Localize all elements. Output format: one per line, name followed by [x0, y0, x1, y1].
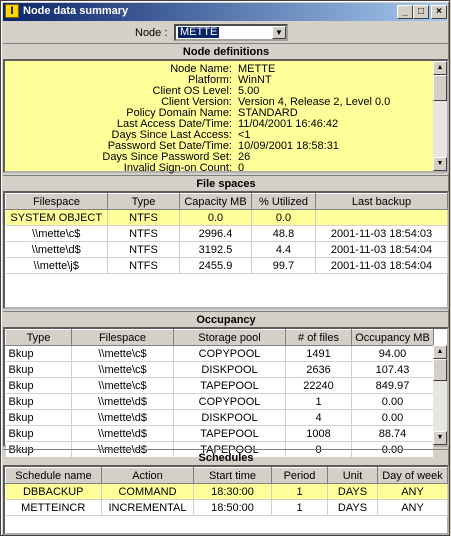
table-cell: 2001-11-03 18:54:04: [316, 242, 448, 258]
column-header[interactable]: % Utilized: [252, 194, 316, 210]
table-cell: 3192.5: [180, 242, 252, 258]
node-definitions-panel: [3, 59, 449, 173]
table-cell: 1008: [286, 426, 352, 442]
node-definitions-header: Node definitions: [3, 43, 449, 59]
table-cell: 2455.9: [180, 258, 252, 274]
table-row[interactable]: [6, 258, 448, 274]
table-cell: 0.00: [352, 442, 434, 458]
column-header[interactable]: Unit: [328, 468, 378, 484]
table-cell: NTFS: [108, 258, 180, 274]
table-cell: \\mette\c$: [72, 378, 174, 394]
definition-value: METTE: [238, 63, 276, 75]
table-cell: 18:50:00: [194, 500, 272, 516]
definition-value: Version 4, Release 2, Level 0.0: [238, 96, 391, 108]
table-row[interactable]: [6, 362, 434, 378]
file-spaces-header-row: [6, 194, 448, 210]
definition-label: Node Name:: [170, 63, 232, 75]
title-bar[interactable]: [3, 3, 447, 21]
definition-label: Platform:: [187, 74, 232, 86]
node-label: Node :: [135, 27, 168, 39]
column-header[interactable]: Filespace: [72, 330, 174, 346]
table-row[interactable]: [6, 346, 434, 362]
schedules-header: Schedules: [3, 449, 449, 465]
table-cell: ANY: [378, 484, 448, 500]
table-cell: Bkup: [6, 410, 72, 426]
table-cell: ANY: [378, 500, 448, 516]
definition-label: Policy Domain Name:: [126, 107, 232, 119]
scroll-down-icon[interactable]: ▼: [433, 157, 447, 171]
occupancy-scrollbar[interactable]: [433, 345, 447, 445]
table-cell: DBBACKUP: [6, 484, 102, 500]
definition-value: 11/04/2001 16:46:42: [238, 118, 339, 130]
table-cell: 2001-11-03 18:54:04: [316, 258, 448, 274]
schedules-panel: [3, 465, 449, 535]
definition-label: Days Since Last Access:: [111, 129, 232, 141]
table-cell: 2996.4: [180, 226, 252, 242]
occupancy-header: Occupancy: [3, 311, 449, 327]
table-cell: \\mette\d$: [72, 442, 174, 458]
scroll-thumb[interactable]: [433, 359, 447, 381]
definition-label: Invalid Sign-on Count:: [123, 162, 232, 174]
table-cell: 1: [286, 394, 352, 410]
table-cell: \\mette\d$: [72, 394, 174, 410]
table-row[interactable]: [6, 426, 434, 442]
table-cell: COPYPOOL: [174, 346, 286, 362]
table-cell: TAPEPOOL: [174, 442, 286, 458]
table-cell: 1: [272, 500, 328, 516]
table-cell: DAYS: [328, 500, 378, 516]
table-cell: \\mette\d$: [72, 410, 174, 426]
table-cell: 0: [286, 442, 352, 458]
table-cell: COPYPOOL: [174, 394, 286, 410]
table-cell: 849.97: [352, 378, 434, 394]
maximize-button[interactable]: □: [413, 5, 429, 19]
definition-value: 26: [238, 151, 251, 163]
definition-value: 5.00: [238, 85, 260, 97]
app-icon: I: [5, 4, 19, 18]
table-row[interactable]: [6, 242, 448, 258]
table-cell: \\mette\j$: [6, 258, 108, 274]
table-cell: DAYS: [328, 484, 378, 500]
definition-label: Client Version:: [161, 96, 232, 108]
scroll-down-icon[interactable]: ▼: [433, 431, 447, 445]
column-header[interactable]: # of files: [286, 330, 352, 346]
scroll-up-icon[interactable]: ▲: [433, 61, 447, 75]
table-cell: Bkup: [6, 346, 72, 362]
definition-value: STANDARD: [238, 107, 298, 119]
definition-label: Password Set Date/Time:: [107, 140, 232, 152]
column-header[interactable]: Type: [6, 330, 72, 346]
table-cell: 1491: [286, 346, 352, 362]
table-row[interactable]: [6, 226, 448, 242]
occupancy-header-row: [6, 330, 434, 346]
node-definitions-list: [5, 61, 447, 174]
table-cell: Bkup: [6, 378, 72, 394]
table-cell: 0.00: [352, 410, 434, 426]
table-cell: 4.4: [252, 242, 316, 258]
table-cell: \\mette\c$: [72, 346, 174, 362]
table-cell: \\mette\c$: [6, 226, 108, 242]
node-selector-row: [1, 23, 451, 43]
file-spaces-panel: [3, 191, 449, 309]
table-cell: \\mette\d$: [72, 426, 174, 442]
node-dropdown[interactable]: [174, 24, 288, 41]
column-header[interactable]: Start time: [194, 468, 272, 484]
file-spaces-table: [5, 193, 448, 274]
table-cell: 18:30:00: [194, 484, 272, 500]
schedules-header-row: [6, 468, 448, 484]
table-cell: TAPEPOOL: [174, 426, 286, 442]
table-row[interactable]: [6, 210, 448, 226]
definition-value: WinNT: [238, 74, 272, 86]
column-header[interactable]: Day of week: [378, 468, 448, 484]
table-cell: DISKPOOL: [174, 362, 286, 378]
table-cell: 2001-11-03 18:54:03: [316, 226, 448, 242]
table-cell: SYSTEM OBJECT: [6, 210, 108, 226]
table-cell: \\mette\c$: [72, 362, 174, 378]
column-header[interactable]: Last backup: [316, 194, 448, 210]
table-cell: 0.0: [180, 210, 252, 226]
table-cell: TAPEPOOL: [174, 378, 286, 394]
table-cell: Bkup: [6, 442, 72, 458]
table-cell: DISKPOOL: [174, 410, 286, 426]
column-header[interactable]: Action: [102, 468, 194, 484]
table-cell: COMMAND: [102, 484, 194, 500]
definition-row: [5, 163, 447, 174]
table-cell: 0.0: [252, 210, 316, 226]
node-dropdown-value: METTE: [180, 26, 218, 38]
table-cell: INCREMENTAL: [102, 500, 194, 516]
column-header[interactable]: Period: [272, 468, 328, 484]
table-cell: Bkup: [6, 426, 72, 442]
column-header[interactable]: Occupancy MB: [352, 330, 434, 346]
table-cell: NTFS: [108, 210, 180, 226]
occupancy-table: [5, 329, 434, 458]
table-cell: 2636: [286, 362, 352, 378]
table-cell: 48.8: [252, 226, 316, 242]
dropdown-arrow-icon[interactable]: ▼: [272, 26, 286, 39]
table-cell: 1: [272, 484, 328, 500]
table-cell: [316, 210, 448, 226]
column-header[interactable]: Filespace: [6, 194, 108, 210]
occupancy-panel: [3, 327, 449, 456]
scroll-up-icon[interactable]: ▲: [433, 345, 447, 359]
column-header[interactable]: Schedule name: [6, 468, 102, 484]
close-button[interactable]: ×: [431, 5, 447, 19]
minimize-button[interactable]: _: [397, 5, 413, 19]
table-cell: 22240: [286, 378, 352, 394]
definition-label: Client OS Level:: [152, 85, 232, 97]
table-cell: 94.00: [352, 346, 434, 362]
table-cell: METTEINCR: [6, 500, 102, 516]
table-cell: NTFS: [108, 242, 180, 258]
table-row[interactable]: [6, 500, 448, 516]
table-cell: 88.74: [352, 426, 434, 442]
definition-value: <1: [238, 129, 251, 141]
table-cell: 99.7: [252, 258, 316, 274]
table-row[interactable]: [6, 378, 434, 394]
definition-label: Days Since Password Set:: [102, 151, 232, 163]
table-row[interactable]: [6, 394, 434, 410]
column-header[interactable]: Storage pool: [174, 330, 286, 346]
table-row[interactable]: [6, 410, 434, 426]
definition-value: 10/09/2001 18:58:31: [238, 140, 339, 152]
window-title: Node data summary: [23, 5, 129, 17]
table-cell: NTFS: [108, 226, 180, 242]
table-cell: 107.43: [352, 362, 434, 378]
table-cell: 4: [286, 410, 352, 426]
table-row[interactable]: [6, 484, 448, 500]
node-definitions-scrollbar[interactable]: [433, 61, 447, 171]
file-spaces-header: File spaces: [3, 175, 449, 191]
scroll-thumb[interactable]: [433, 75, 447, 101]
table-cell: \\mette\d$: [6, 242, 108, 258]
table-cell: Bkup: [6, 362, 72, 378]
definition-value: 0: [238, 162, 245, 174]
table-cell: Bkup: [6, 394, 72, 410]
definition-label: Last Access Date/Time:: [116, 118, 232, 130]
schedules-table: [5, 467, 448, 516]
table-cell: 0.00: [352, 394, 434, 410]
column-header[interactable]: Type: [108, 194, 180, 210]
column-header[interactable]: Capacity MB: [180, 194, 252, 210]
